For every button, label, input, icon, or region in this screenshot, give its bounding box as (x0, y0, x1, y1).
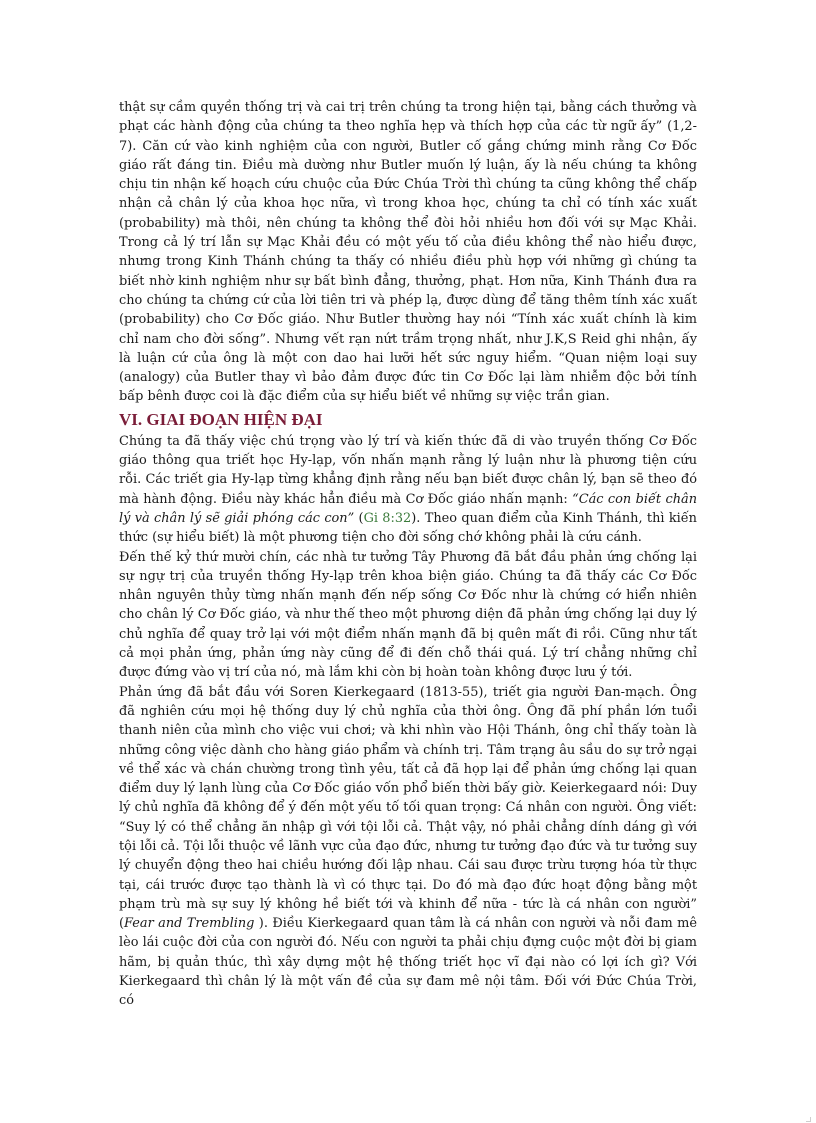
section-heading: VI. GIAI ĐOẠN HIỆN ĐẠI (119, 409, 323, 429)
paragraph-text: ( (354, 510, 364, 526)
paragraph-nineteenth-century: Đến thế kỷ thứ mười chín, các nhà tư tưởng Tây Phương đã bắt đầu phản ứng chống lại sự ngự trị của truyền thống Hy-lạp trên khoa biện giáo. Chúng ta đã thấy các Cơ Đốc nhân nguyên thủy từng nhấn mạnh đến nếp sống Cơ Đốc như là chứng cớ hiển nhiên cho chân lý Cơ Đốc giáo, và như thế theo một phương diện đã phản ứng chống lại duy lý chủ nghĩa để quay trở lại với một điểm nhấn mạnh đã bị quên mất đi rồi. Cũng như tất cả mọi phản ứng, phản ứng này cũng để đi đến chỗ thái quá. Lý trí chẳng những chỉ được đứng vào vị trí của nó, mà lắm khi còn bị hoàn toàn không được lưu ý tới. (119, 549, 697, 681)
paragraph-text: Phản ứng đã bắt đầu với Soren Kierkegaard (1813-55), triết gia người Đan-mạch. Ông đã nghiên cứu mọi hệ thống duy lý chủ nghĩa của thời ông. Ông đã phí phần lớn tuổi thanh niên của mình cho việc vui chơi; và khi nhìn vào Hội Thánh, ông chỉ thấy toàn là những công việc dành cho hàng giáo phẩm và chính trị. Tâm trạng âu sầu do sự trở ngại về thể xác và chán chường trong tình yêu, tất cả đã họp lại để phản ứng chống lại quan điểm duy lý lạnh lùng của Cơ Đốc giáo vốn phổ biến thời bấy giờ. Keierkegaard nói: Duy lý chủ nghĩa đã không để ý đến một yếu tố tối quan trọng: Cá nhân con người. Ông viết: “Suy lý có thể chẳng ăn nhập gì với tội lỗi cả. Thật vậy, nó phải chẳng dính dáng gì với tội lỗi cả. Tội lỗi thuộc về lãnh vực của đạo đức, nhưng tư tưởng đạo đức và tư tưởng suy lý chuyển động theo hai chiều hướng đối lập nhau. Cái sau được trừu tượng hóa từ thực tại, cái trước được tạo thành là vì có thực tại. Do đó mà đạo đức hoạt động bằng một phạm trù mà sự suy lý không hề biết tới và khinh để nữa - tức là cá nhân con người” ( (119, 684, 697, 932)
paragraph-text: Chúng ta đã thấy việc chú trọng vào lý trí và kiến thức đã di vào truyền thống Cơ Đốc giáo thông qua triết học Hy-lạp, vốn nhấn mạnh rằng lý luận như là phương tiện cứu rỗi. Các triết gia Hy-lạp từng khẳng định rằng nếu bạn biết được chân lý, bạn sẽ theo đó mà hành động. Điều này khác hẳn điều mà Cơ Đốc giáo nhấn mạnh: (119, 433, 697, 507)
paragraph-kierkegaard (119, 683, 697, 1011)
scripture-quote: “Các con biết chân lý và chân lý sẽ giải phóng các con” (119, 491, 697, 526)
intro-paragraph: thật sự cầm quyền thống trị và cai trị trên chúng ta trong hiện tại, bằng cách thưởng và phạt các hành động của chúng ta theo nghĩa hẹp và thích hợp của các từ ngữ ấy” (1,2-7). Căn cứ vào kinh nghiệm của con người, Butler cố gắng chứng minh rằng Cơ Đốc giáo rất đáng tin. Điều mà dường như Butler muốn lý luận, ấy là nếu chúng ta không chịu tin nhận kế hoạch cứu chuộc của Đức Chúa Trời thì chúng ta cũng không thể chấp nhận cả chân lý của khoa học nữa, vì trong khoa học, chúng ta chỉ có tính xác xuất (probability) mà thôi, nên chúng ta không thể đòi hỏi nhiều hơn đối với sự Mạc Khải. Trong cả lý trí lẫn sự Mạc Khải đều có một yếu tố của điều không thể nào hiểu được, nhưng trong Kinh Thánh chúng ta thấy có nhiều điều phù hợp với những gì chúng ta biết nhờ kinh nghiệm như sự bất bình đẳng, thưởng, phạt. Hơn nữa, Kinh Thánh đưa ra cho chúng ta chứng cứ của lời tiên tri và phép lạ, được dùng để tăng thêm tính xác xuất (probability) cho Cơ Đốc giáo. Như Butler thường hay nói “Tính xác xuất chính là kim chỉ nam cho đời sống”. Nhưng vết rạn nứt trầm trọng nhất, như J.K,S Reid ghi nhận, ấy là luận cứ của ông là một con dao hai lưỡi hết sức nguy hiểm. “Quan niệm loại suy (analogy) của Butler thay vì bảo đảm được đức tin Cơ Đốc lại làm nhiễm độc bởi tính bấp bênh được coi là đặc điểm của sự hiểu biết về những sự việc trần gian. (119, 100, 697, 405)
page-corner-mark (806, 1117, 811, 1122)
paragraph-text: ). Theo quan điểm của Kinh Thánh, thì kiến thức (sự hiểu biết) là một phương tiện cho đời sống chớ không phải là cứu cánh. (119, 510, 697, 546)
paragraph-greek-tradition (119, 432, 697, 548)
scripture-reference-link[interactable]: Gi 8:32 (363, 510, 412, 526)
document-page (119, 98, 697, 1011)
paragraph-text: ). Điều Kierkegaard quan tâm là cá nhân con người và nỗi đam mê lèo lái cuộc đời của con người đó. Nếu con người ta phải chịu đựng cuộc một đời bị giam hãm, bị quản thúc, thì xây dựng một hệ thống triết học vĩ đại nào có lợi ích gì? Với Kierkegaard thì chân lý là một vấn đề của sự đam mê nội tâm. Đối với Đức Chúa Trời, có (119, 916, 697, 1009)
book-title: Fear and Trembling (124, 916, 255, 932)
